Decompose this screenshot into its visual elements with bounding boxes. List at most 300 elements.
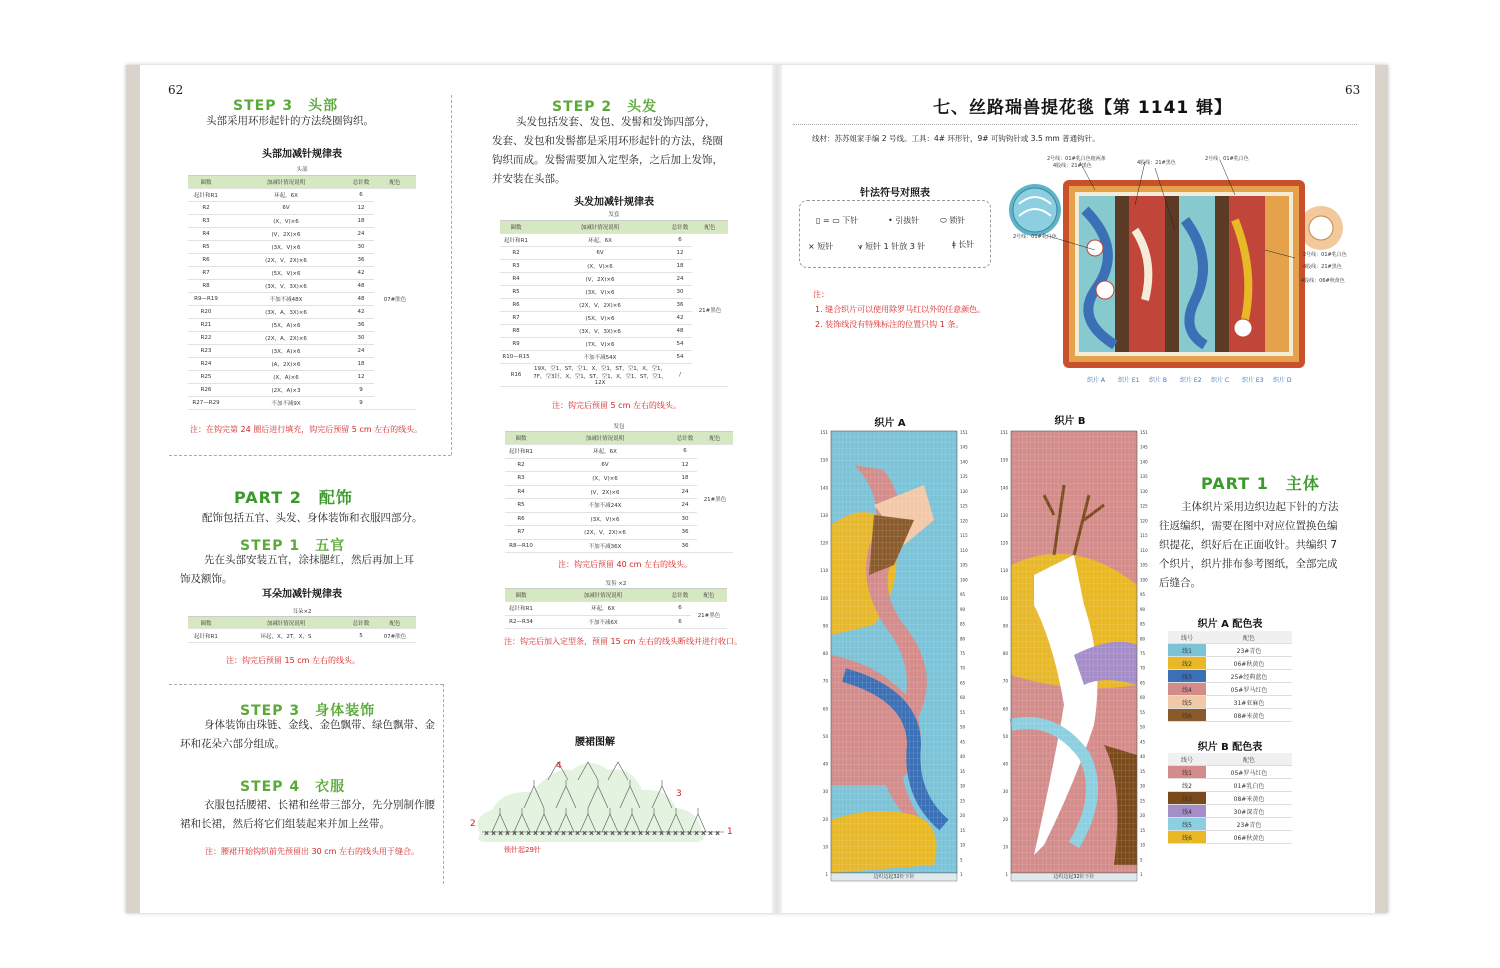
legend-item: 短针 1 针放 3 针 (865, 242, 926, 251)
callout-text: 4股线：06#秋黄色 (1301, 278, 1345, 284)
table-header: 总针数 (668, 221, 692, 234)
table-cell: 23#青色 (1206, 818, 1292, 831)
color-swatch: 线6 (1168, 831, 1206, 844)
table-cell: 9 (348, 397, 374, 410)
axis-tick-label: 110 (1140, 547, 1148, 553)
divider (169, 455, 451, 456)
skirt-diagram-title: 腰裙图解 (575, 737, 615, 748)
axis-tick-label: 70 (1140, 665, 1146, 671)
callout-text: 2号线：01#乳白色粗两条 (1047, 156, 1106, 162)
table-cell: 48 (348, 280, 374, 293)
table-cell: R4 (500, 273, 532, 286)
axis-tick-label: 65 (1140, 680, 1146, 686)
svg-text:×: × (659, 830, 665, 837)
table-cell: 6 (669, 615, 691, 629)
pattern-title: 七、丝路瑞兽提花毯【第 1141 辑】 (933, 98, 1233, 118)
hair-t3-note: 注：钩完后加入定型条，预留 15 cm 左右的线头断线并进行收口。 (504, 637, 742, 646)
table-row (1168, 644, 1292, 657)
axis-tick-label: 65 (960, 680, 966, 686)
step2-hair-title: STEP 2 头发 (552, 99, 658, 115)
table-cell: 31#亚麻色 (1206, 696, 1292, 709)
table-cell: R3 (505, 472, 537, 486)
hair-t2-note: 注：钩完后预留 40 cm 左右的线头。 (558, 560, 692, 569)
table-header: 加减针情况说明 (537, 432, 673, 445)
table-cell: R10—R15 (500, 351, 532, 364)
table-cell: (3X，V，3X)×6 (224, 280, 348, 293)
callout-text: 4股线：21#黑色 (1137, 160, 1176, 166)
table-cell: 30#深青色 (1206, 805, 1292, 818)
table-cell: 环起，X，2T，X，S (224, 629, 348, 643)
table-header: 总针数 (669, 589, 691, 602)
svg-text:×: × (561, 830, 567, 837)
table-header: 线号 (1168, 631, 1206, 644)
axis-tick-label: 110 (960, 547, 968, 553)
table-header: 圈数 (505, 589, 537, 602)
svg-text:×: × (603, 830, 609, 837)
table-cell: 36 (668, 299, 692, 312)
callout-text: 4股线：21#黑色 (1303, 264, 1342, 270)
svg-text:×: × (652, 830, 658, 837)
axis-tick-label: 30 (1002, 789, 1008, 795)
axis-tick-label: 110 (1000, 568, 1008, 574)
table-cell: (X，V)×6 (224, 215, 348, 228)
table-cell: 起针和R1 (188, 629, 224, 643)
step4-clothes-title: STEP 4 衣服 (240, 779, 346, 795)
svg-text:×: × (645, 830, 651, 837)
axis-tick-label: 140 (1000, 485, 1008, 491)
table-cell: 36 (348, 254, 374, 267)
table-cell: 不加不减24X (537, 499, 673, 513)
table-cell: R6 (500, 299, 532, 312)
table-cell: 48 (668, 325, 692, 338)
axis-tick-label: 40 (1002, 761, 1008, 767)
hair-t1-note: 注：钩完后预留 5 cm 左右的线头。 (552, 401, 681, 410)
head-note: 注：在钩完第 24 圈后进行填充，钩完后预留 5 cm 左右的线头。 (190, 425, 423, 434)
legend-item: 下针 (842, 216, 859, 225)
chart-a-title: 织片 A (874, 418, 906, 429)
table-row (1168, 805, 1292, 818)
table-cell: R8—R10 (505, 539, 537, 553)
table-row (1168, 792, 1292, 805)
table-cell: (5X，A)×6 (224, 319, 348, 332)
deco-text: 身体装饰由珠链、金线、金色飘带、绿色飘带、金环和花朵六部分组成。 (180, 719, 435, 750)
color-swatch: 线4 (1168, 683, 1206, 696)
color-swatch: 线4 (1168, 805, 1206, 818)
ear-table-title: 耳朵加减针规律表 (262, 589, 342, 600)
axis-tick-label: 25 (960, 798, 966, 804)
table-header: 总针数 (348, 176, 374, 189)
table-cell: (3X，V)×6 (532, 286, 668, 299)
axis-tick-label: 1 (960, 872, 963, 877)
legend-title: 针法符号对照表 (860, 188, 930, 199)
table-cell: 6 (673, 445, 697, 459)
table-cell: 24 (673, 485, 697, 499)
axis-tick-label: 30 (960, 783, 966, 789)
axis-tick-label: 25 (1140, 798, 1146, 804)
axis-tick-label: 105 (1140, 562, 1148, 568)
table-cell: 6 (668, 234, 692, 247)
table-cell: 环起，6X (537, 445, 673, 459)
divider (451, 95, 452, 455)
axis-tick-label: 20 (960, 813, 966, 819)
table-header: 配色 (691, 589, 727, 602)
axis-tick-label: 50 (1002, 733, 1008, 739)
table-cell: 05#罗马红色 (1206, 766, 1292, 779)
axis-tick-label: 85 (1140, 621, 1146, 627)
svg-text:×: × (547, 830, 553, 837)
table-cell: (X，V)×6 (532, 260, 668, 273)
blanket-label: 织片 D (1273, 377, 1292, 384)
table-row (1168, 657, 1292, 670)
axis-tick-label: 1 (825, 872, 828, 877)
table-cell: 9 (348, 384, 374, 397)
sc-symbol: × 短针 (808, 242, 834, 251)
table-cell: (A，2X)×6 (224, 358, 348, 371)
table-cell: R25 (188, 371, 224, 384)
note-1: 1. 缝合织片可以使用除罗马红以外的任意颜色。 (815, 305, 986, 314)
axis-tick-label: 40 (960, 754, 966, 760)
table-cell: 12 (668, 247, 692, 260)
svg-text:×: × (715, 830, 721, 837)
divider (169, 684, 443, 685)
table-cell: R20 (188, 306, 224, 319)
table-row (505, 445, 733, 459)
callout-text: 2号线：01#乳白色 (1013, 234, 1057, 240)
legend-item: 短针 (817, 242, 834, 251)
table-header: 圈数 (505, 432, 537, 445)
table-row (188, 629, 416, 643)
axis-tick-label: 1 (1005, 872, 1008, 877)
table-row (1168, 779, 1292, 792)
table-cell: 18 (668, 260, 692, 273)
svg-text:×: × (554, 830, 560, 837)
table-cell: 6V (532, 247, 668, 260)
axis-tick-label: 60 (960, 695, 966, 701)
axis-tick-label: 120 (1000, 540, 1008, 546)
axis-tick-label: 125 (1140, 503, 1148, 509)
slip-symbol: • 引拔针 (888, 216, 920, 225)
table-cell: 6V (537, 458, 673, 472)
part1-text: 主体织片采用边织边起下针的方法往返编织，需要在图中对应位置换色编织提花，织好后在正面收针。共编织 7 个织片，织片排布参考图纸，全部完成后缝合。 (1159, 501, 1339, 589)
table-cell: R8 (500, 325, 532, 338)
axis-tick-label: 60 (1002, 706, 1008, 712)
table-cell: 起针和R1 (500, 234, 532, 247)
table-cell: R9—R19 (188, 293, 224, 306)
chart-a (814, 425, 982, 885)
axis-tick-label: 30 (822, 789, 828, 795)
axis-tick-label: 95 (1140, 592, 1146, 598)
table-cell: 36 (348, 319, 374, 332)
svg-text:×: × (519, 830, 525, 837)
axis-tick-label: 50 (960, 724, 966, 730)
table-row (1168, 670, 1292, 683)
table-cell: 25#经典蓝色 (1206, 670, 1292, 683)
table-row (1168, 696, 1292, 709)
hair-table-3 (505, 577, 727, 629)
axis-tick-label: 70 (960, 665, 966, 671)
part1-title: PART 1 主体 (1201, 474, 1320, 493)
face-text: 先在头部安装五官，涂抹腮红，然后再加上耳饰及额饰。 (180, 554, 414, 585)
axis-tick-label: 100 (1000, 595, 1008, 601)
hair-t3-caption: 发髻 ×2 (505, 577, 727, 589)
table-header: 线号 (1168, 753, 1206, 766)
hair-table-title: 头发加减针规律表 (574, 197, 654, 208)
legend-item: 锁针 (949, 216, 966, 225)
table-cell: 36 (673, 539, 697, 553)
table-cell: (2X，V，2X)×6 (532, 299, 668, 312)
ear-note: 注：钩完后预留 15 cm 左右的线头。 (226, 656, 360, 665)
blanket-label: 织片 E3 (1242, 377, 1264, 384)
axis-tick-label: 10 (822, 844, 828, 850)
callout-text: 2号线：01#乳白色 (1303, 252, 1347, 258)
legend-item: 引拔针 (895, 216, 920, 225)
table-cell: 环起，6X (537, 602, 669, 616)
table-cell: (X，A)×6 (224, 371, 348, 384)
axis-tick-label: 45 (960, 739, 966, 745)
hair-t1-caption: 发套 (500, 208, 728, 221)
table-cell: 不加不减9X (224, 397, 348, 410)
axis-tick-label: 10 (1002, 844, 1008, 850)
table-cell: 54 (668, 351, 692, 364)
table-row (1168, 709, 1292, 722)
table-cell: 起针和R1 (505, 445, 537, 459)
color-table-a-title: 织片 A 配色表 (1197, 619, 1263, 630)
table-cell: 06#秋黄色 (1206, 831, 1292, 844)
table-cell: R2 (188, 202, 224, 215)
table-header: 配色 (374, 617, 416, 629)
table-cell: 18 (673, 472, 697, 486)
table-cell: R6 (505, 512, 537, 526)
table-cell: R7 (500, 312, 532, 325)
axis-tick-label: 20 (1002, 816, 1008, 822)
svg-text:×: × (708, 830, 714, 837)
color-swatch: 线3 (1168, 792, 1206, 805)
legend-item: 长针 (958, 240, 975, 249)
table-header: 配色 (692, 221, 728, 234)
table-cell: 06#秋黄色 (1206, 657, 1292, 670)
axis-tick-label: 50 (822, 733, 828, 739)
table-cell: 不加不减36X (537, 539, 673, 553)
svg-text:×: × (694, 830, 700, 837)
table-row (1168, 766, 1292, 779)
table-cell: R24 (188, 358, 224, 371)
axis-tick-label: 90 (1002, 623, 1008, 629)
chart-a-footer: 边织边起32针下针 (873, 874, 915, 880)
stitch-legend (799, 200, 991, 268)
axis-tick-label: 90 (822, 623, 828, 629)
svg-text:×: × (624, 830, 630, 837)
table-cell: / (668, 364, 692, 387)
table-cell: R21 (188, 319, 224, 332)
svg-text:×: × (505, 830, 511, 837)
axis-tick-label: 20 (1140, 813, 1146, 819)
axis-tick-label: 90 (960, 606, 966, 612)
page-number-left: 62 (168, 83, 184, 97)
svg-text:×: × (575, 830, 581, 837)
axis-tick-label: 60 (822, 706, 828, 712)
table-cell: 5 (348, 629, 374, 643)
table-cell: 18 (348, 215, 374, 228)
table-cell: 30 (668, 286, 692, 299)
table-header: 加减针情况说明 (532, 221, 668, 234)
table-header: 总针数 (348, 617, 374, 629)
table-cell: 不加不减48X (224, 293, 348, 306)
table-cell: R4 (188, 228, 224, 241)
svg-text:×: × (638, 830, 644, 837)
step3-deco-title: STEP 3 身体装饰 (240, 703, 376, 719)
axis-tick-label: 40 (1140, 754, 1146, 760)
svg-text:×: × (589, 830, 595, 837)
table-header: 加减针情况说明 (537, 589, 669, 602)
svg-text:×: × (617, 830, 623, 837)
svg-text:3: 3 (676, 789, 682, 799)
axis-tick-label: 10 (1140, 842, 1146, 848)
color-swatch: 线2 (1168, 657, 1206, 670)
table-cell: 12 (673, 458, 697, 472)
svg-text:4: 4 (556, 761, 562, 771)
svg-text:×: × (701, 830, 707, 837)
svg-text:×: × (512, 830, 518, 837)
divider (443, 684, 444, 884)
table-cell: 21#黑色 (692, 234, 728, 387)
axis-tick-label: 130 (960, 488, 968, 494)
knit-symbol: ▯ = ▭ 下针 (816, 216, 859, 225)
table-header: 配色 (1206, 753, 1292, 766)
blanket-label: 织片 C (1211, 377, 1230, 384)
table-cell: (2X，A)×3 (224, 384, 348, 397)
table-cell: R23 (188, 345, 224, 358)
axis-tick-label: 115 (960, 533, 968, 539)
axis-tick-label: 120 (1140, 518, 1148, 524)
axis-tick-label: 105 (960, 562, 968, 568)
axis-tick-label: 70 (1002, 678, 1008, 684)
table-row (1168, 683, 1292, 696)
axis-tick-label: 145 (1140, 444, 1148, 450)
table-cell: 08#米黄色 (1206, 792, 1292, 805)
table-cell: R5 (500, 286, 532, 299)
axis-tick-label: 140 (960, 459, 968, 465)
table-cell: R16 (500, 364, 532, 387)
chart-b (994, 425, 1162, 885)
table-cell: 30 (348, 332, 374, 345)
chart-b-title: 织片 B (1054, 416, 1086, 427)
svg-text:×: × (631, 830, 637, 837)
axis-tick-label: 120 (820, 540, 828, 546)
axis-tick-label: 151 (820, 430, 828, 435)
axis-tick-label: 151 (1140, 430, 1148, 435)
table-cell: (V，2X)×6 (224, 228, 348, 241)
table-header: 配色 (1206, 631, 1292, 644)
chain-symbol: ⬭ 锁针 (940, 216, 966, 225)
blanket-label: 织片 B (1149, 377, 1168, 384)
table-cell: 48 (348, 293, 374, 306)
axis-tick-label: 80 (1140, 636, 1146, 642)
axis-tick-label: 90 (1140, 606, 1146, 612)
axis-tick-label: 75 (1140, 651, 1146, 656)
table-cell: 6V (224, 202, 348, 215)
axis-tick-label: 70 (822, 678, 828, 684)
table-cell: (2X，A，2X)×6 (224, 332, 348, 345)
table-cell: 54 (668, 338, 692, 351)
axis-tick-label: 135 (1140, 474, 1148, 480)
notes-title: 注： (813, 290, 829, 299)
svg-text:×: × (498, 830, 504, 837)
table-cell: R9 (500, 338, 532, 351)
axis-tick-label: 80 (1002, 651, 1008, 656)
axis-tick-label: 110 (820, 568, 828, 574)
axis-tick-label: 10 (960, 842, 966, 848)
table-cell: (7X，V)×6 (532, 338, 668, 351)
table-cell: (3X，V)×6 (224, 241, 348, 254)
part2-title: PART 2 配饰 (234, 488, 353, 507)
page-number-right: 63 (1345, 83, 1361, 97)
svg-text:×: × (610, 830, 616, 837)
svg-text:2: 2 (470, 819, 476, 829)
table-cell: R6 (188, 254, 224, 267)
color-table-b-title: 织片 B 配色表 (1197, 742, 1263, 753)
table-cell: (5X，V)×6 (224, 267, 348, 280)
table-cell: (3X，V，3X)×6 (532, 325, 668, 338)
table-cell: 不加不减6X (537, 615, 669, 629)
table-cell: 42 (348, 306, 374, 319)
table-cell: 环起，6X (532, 234, 668, 247)
table-cell: (V，2X)×6 (532, 273, 668, 286)
axis-tick-label: 75 (960, 651, 966, 656)
callout-text: 4股线：21#黑色 (1053, 163, 1092, 169)
table-cell: 07#肤色 (374, 629, 416, 643)
axis-tick-label: 50 (1140, 724, 1146, 730)
axis-tick-label: 35 (960, 768, 966, 774)
table-header: 配色 (374, 176, 416, 189)
divider (793, 124, 1357, 125)
axis-tick-label: 100 (960, 577, 968, 583)
svg-text:×: × (526, 830, 532, 837)
table-header: 圈数 (188, 176, 224, 189)
table-cell: (3X，A，3X)×6 (224, 306, 348, 319)
axis-tick-label: 80 (822, 651, 828, 656)
table-cell: 24 (348, 345, 374, 358)
table-header: 加减针情况说明 (224, 176, 348, 189)
svg-text:1: 1 (727, 827, 733, 837)
table-cell: R7 (505, 526, 537, 540)
svg-text:×: × (568, 830, 574, 837)
head-table-title: 头部加减针规律表 (262, 149, 342, 160)
axis-tick-label: 151 (1000, 430, 1008, 435)
table-header: 圈数 (188, 617, 224, 629)
table-cell: (3X，A)×6 (224, 345, 348, 358)
svg-text:×: × (540, 830, 546, 837)
table-cell: 07#肤色 (374, 189, 416, 410)
table-row (505, 602, 727, 616)
color-swatch: 线1 (1168, 766, 1206, 779)
ear-table (188, 605, 416, 643)
axis-tick-label: 135 (960, 474, 968, 480)
table-cell: R22 (188, 332, 224, 345)
table-cell: R3 (500, 260, 532, 273)
axis-tick-label: 80 (960, 636, 966, 642)
axis-tick-label: 15 (960, 827, 966, 833)
table-cell: 30 (673, 512, 697, 526)
book-gutter (772, 65, 782, 913)
axis-tick-label: 100 (820, 595, 828, 601)
table-cell: 23#青色 (1206, 644, 1292, 657)
axis-tick-label: 130 (1140, 488, 1148, 494)
table-cell: R5 (505, 499, 537, 513)
axis-tick-label: 115 (1140, 533, 1148, 539)
table-cell: 30 (348, 241, 374, 254)
table-cell: 42 (668, 312, 692, 325)
axis-tick-label: 130 (820, 512, 828, 518)
